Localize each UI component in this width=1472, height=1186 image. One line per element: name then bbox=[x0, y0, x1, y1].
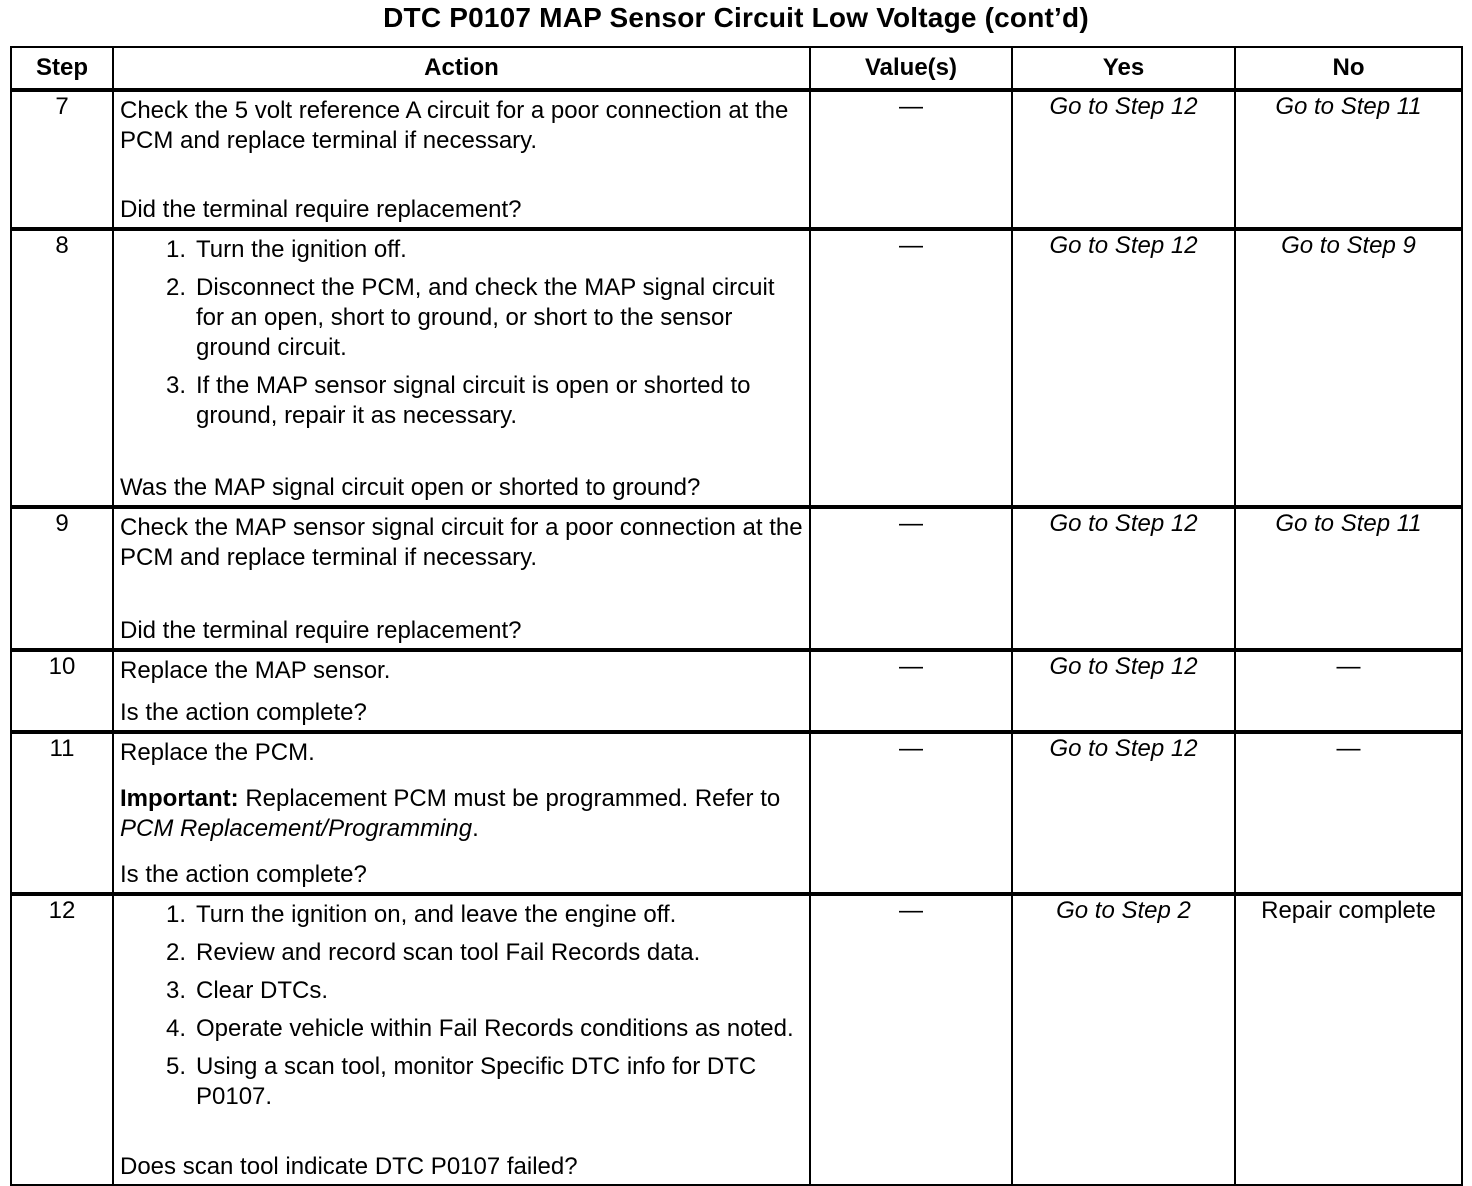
no-cell: — bbox=[1235, 732, 1462, 894]
table-row bbox=[11, 894, 1462, 1185]
action-text: Replace the PCM. bbox=[120, 739, 315, 766]
action-cell bbox=[113, 732, 810, 894]
header-action: Action bbox=[113, 47, 810, 90]
value-cell: — bbox=[810, 90, 1012, 229]
table-row bbox=[11, 732, 1462, 894]
step-number: 9 bbox=[11, 507, 113, 650]
action-question: Does scan tool indicate DTC P0107 failed? bbox=[120, 1153, 578, 1180]
list-item: 2. Review and record scan tool Fail Records data. bbox=[165, 939, 701, 966]
list-item: 1. Turn the ignition off. bbox=[165, 236, 407, 263]
value-cell: — bbox=[810, 650, 1012, 732]
table-row bbox=[11, 507, 1462, 650]
action-cell bbox=[113, 229, 810, 507]
value-cell: — bbox=[810, 507, 1012, 650]
action-cell bbox=[113, 507, 810, 650]
yes-result: Go to Step 12 bbox=[1049, 653, 1198, 680]
action-question: Was the MAP signal circuit open or shorted to ground? bbox=[120, 474, 701, 501]
yes-result: Go to Step 12 bbox=[1049, 510, 1198, 537]
yes-result: Go to Step 12 bbox=[1049, 93, 1198, 120]
action-cell bbox=[113, 650, 810, 732]
list-item: 2. Disconnect the PCM, and check the MAP signal circuit for an open, short to ground, or short to the sensor ground circuit. bbox=[165, 274, 775, 361]
action-text: Check the 5 volt reference A circuit for a poor connection at the PCM and replace terminal if necessary. bbox=[120, 97, 789, 154]
list-item: 4. Operate vehicle within Fail Records conditions as noted. bbox=[165, 1015, 794, 1042]
yes-cell bbox=[1012, 507, 1235, 650]
action-question: Is the action complete? bbox=[120, 699, 367, 726]
procedure-list bbox=[120, 900, 805, 1112]
step-number: 12 bbox=[11, 894, 113, 1185]
action-question: Is the action complete? bbox=[120, 861, 367, 888]
yes-result: Go to Step 12 bbox=[1049, 735, 1198, 762]
list-item: 5. Using a scan tool, monitor Specific DTC info for DTC P0107. bbox=[165, 1053, 757, 1110]
procedure-list bbox=[120, 235, 805, 439]
page-title: DTC P0107 MAP Sensor Circuit Low Voltage (cont’d) bbox=[383, 2, 1089, 33]
action-question: Did the terminal require replacement? bbox=[120, 196, 522, 223]
step-number: 11 bbox=[11, 732, 113, 894]
no-result: Repair complete bbox=[1261, 897, 1436, 924]
action-text: Check the MAP sensor signal circuit for a poor connection at the PCM and replace terminal if necessary. bbox=[120, 514, 803, 571]
table-row bbox=[11, 90, 1462, 229]
value-cell: — bbox=[810, 894, 1012, 1185]
important-note: Important: Replacement PCM must be programmed. Refer to PCM Replacement/Programming. bbox=[120, 785, 781, 842]
yes-cell bbox=[1012, 229, 1235, 507]
step-number: 7 bbox=[11, 90, 113, 229]
yes-cell bbox=[1012, 90, 1235, 229]
action-question: Did the terminal require replacement? bbox=[120, 617, 522, 644]
no-result: Go to Step 11 bbox=[1275, 93, 1422, 120]
yes-result: Go to Step 12 bbox=[1049, 232, 1198, 259]
list-item: 3. Clear DTCs. bbox=[165, 977, 329, 1004]
action-text: Replace the MAP sensor. bbox=[120, 657, 391, 684]
table-row bbox=[11, 229, 1462, 507]
important-label: Important: bbox=[120, 785, 239, 812]
yes-cell bbox=[1012, 732, 1235, 894]
step-number: 8 bbox=[11, 229, 113, 507]
action-cell bbox=[113, 894, 810, 1185]
reference-link: PCM Replacement/Programming bbox=[120, 815, 473, 842]
table-header-row bbox=[11, 47, 1462, 90]
header-no: No bbox=[1235, 47, 1462, 90]
header-values: Value(s) bbox=[810, 47, 1012, 90]
list-item: 1. Turn the ignition on, and leave the engine off. bbox=[165, 901, 677, 928]
no-result: Go to Step 11 bbox=[1275, 510, 1422, 537]
no-cell bbox=[1235, 90, 1462, 229]
step-number: 10 bbox=[11, 650, 113, 732]
no-cell: — bbox=[1235, 650, 1462, 732]
diagnostic-table bbox=[10, 46, 1463, 1186]
value-cell: — bbox=[810, 229, 1012, 507]
no-cell bbox=[1235, 229, 1462, 507]
no-cell bbox=[1235, 507, 1462, 650]
value-cell: — bbox=[810, 732, 1012, 894]
yes-cell bbox=[1012, 894, 1235, 1185]
no-cell bbox=[1235, 894, 1462, 1185]
table-row bbox=[11, 650, 1462, 732]
yes-result: Go to Step 2 bbox=[1056, 897, 1191, 924]
no-result: Go to Step 9 bbox=[1281, 232, 1416, 259]
header-step: Step bbox=[11, 47, 113, 90]
yes-cell bbox=[1012, 650, 1235, 732]
action-cell bbox=[113, 90, 810, 229]
list-item: 3. If the MAP sensor signal circuit is open or shorted to ground, repair it as necessary. bbox=[165, 372, 751, 429]
header-yes: Yes bbox=[1012, 47, 1235, 90]
